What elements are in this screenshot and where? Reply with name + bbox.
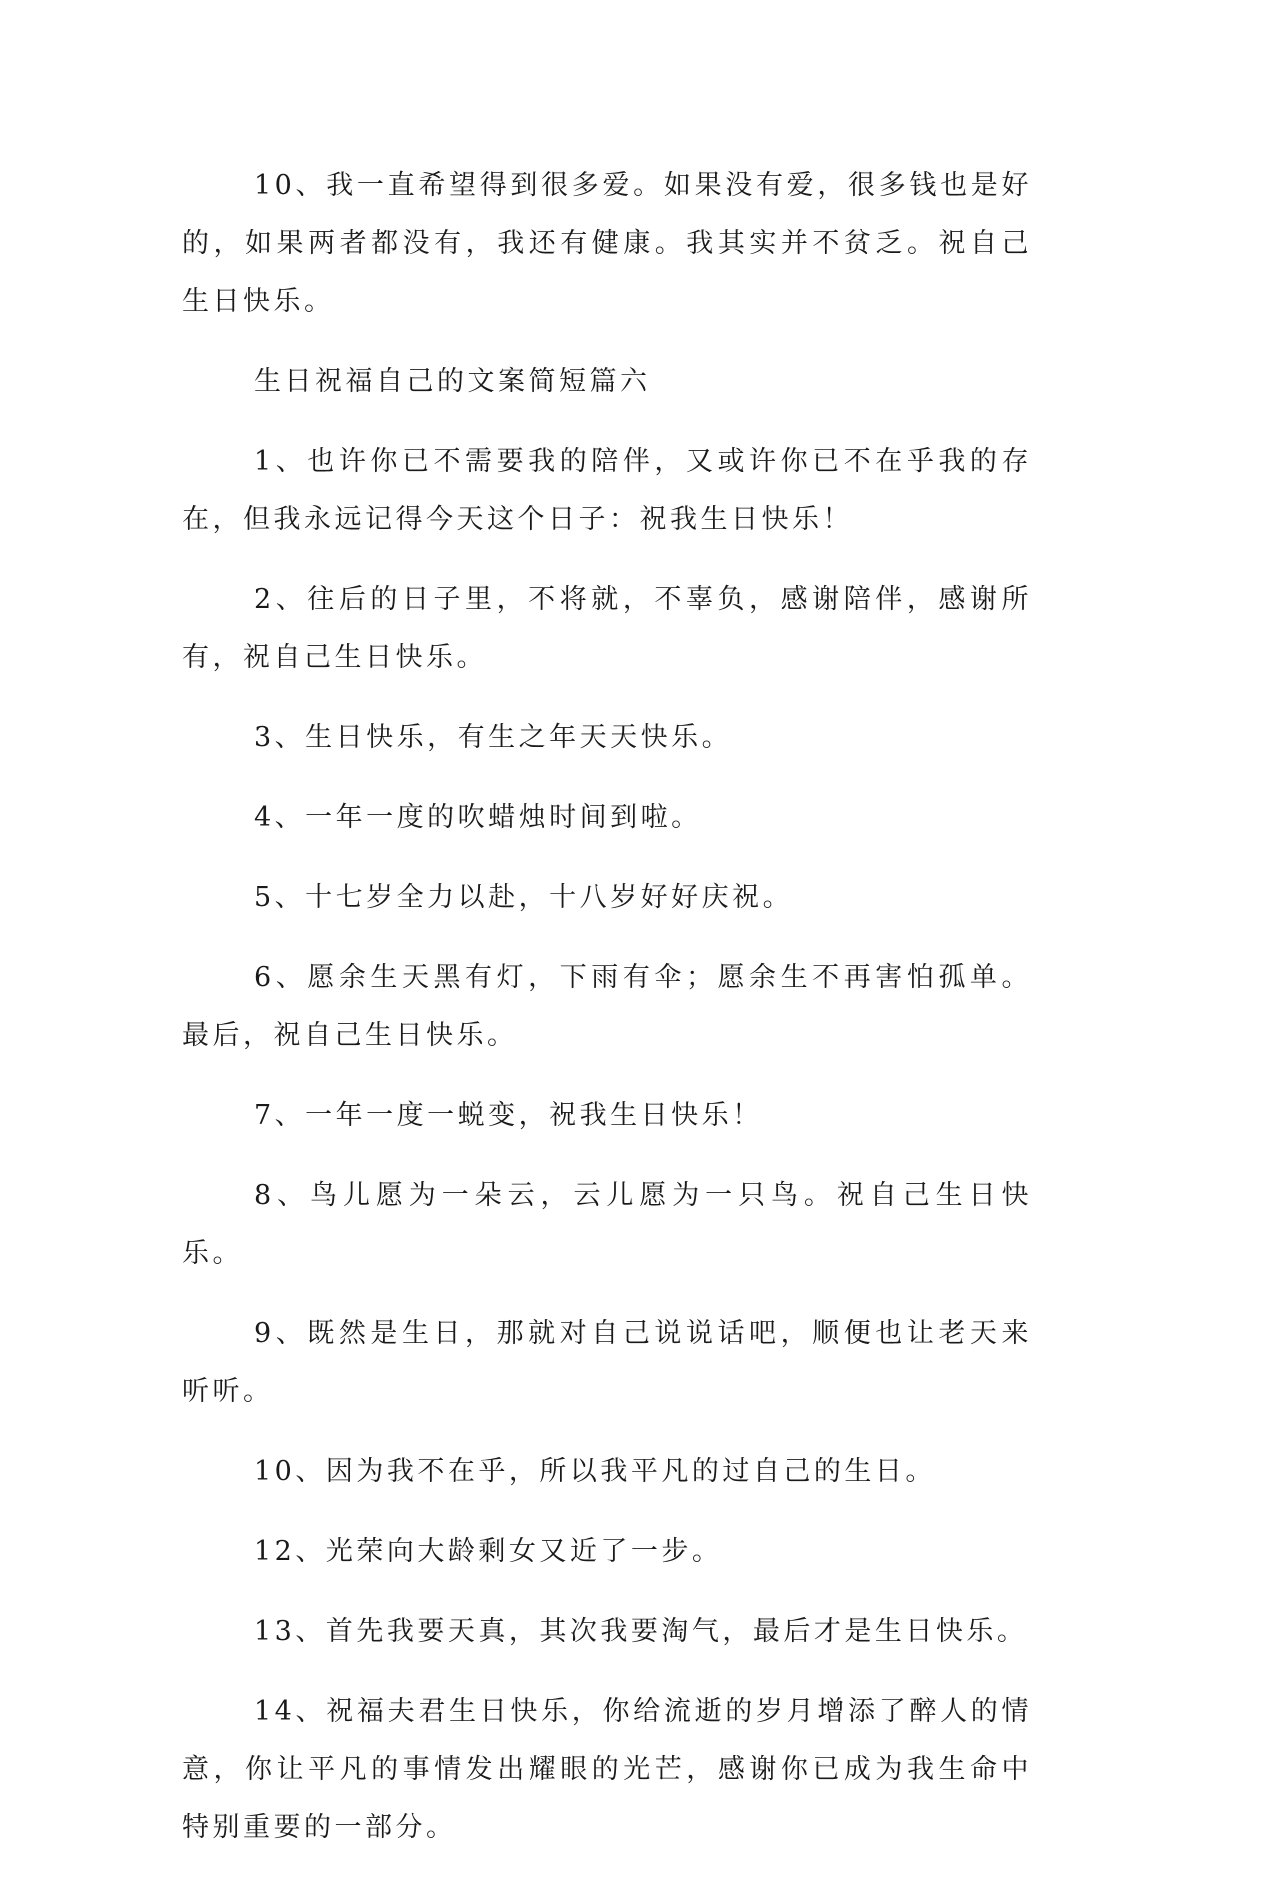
paragraph-wish-8: 8、鸟儿愿为一朵云，云儿愿为一只鸟。祝自己生日快乐。: [182, 1180, 1032, 1269]
paragraph-wish-1: 1、也许你已不需要我的陪伴，又或许你已不在乎我的存在，但我永远记得今天这个日子：祝我生日快乐！: [182, 446, 1032, 535]
document-body: [182, 157, 1032, 1879]
paragraph-wish-5: 5、十七岁全力以赴，十八岁好好庆祝。: [254, 882, 794, 913]
paragraph-wish-12: 12、光荣向大龄剩女又近了一步。: [254, 1536, 723, 1567]
paragraph-wish-6: 6、愿余生天黑有灯，下雨有伞；愿余生不再害怕孤单。最后，祝自己生日快乐。: [182, 962, 1032, 1051]
paragraph-wish-2: 2、往后的日子里，不将就，不辜负，感谢陪伴，感谢所有，祝自己生日快乐。: [182, 584, 1032, 673]
paragraph-wish-4: 4、一年一度的吹蜡烛时间到啦。: [254, 802, 702, 833]
section-heading: 生日祝福自己的文案简短篇六: [254, 366, 651, 397]
paragraph-wish-10: 10、我一直希望得到很多爱。如果没有爱，很多钱也是好的，如果两者都没有，我还有健康。我其实并不贫乏。祝自己生日快乐。: [182, 170, 1032, 317]
paragraph-wish-9: 9、既然是生日，那就对自己说说话吧，顺便也让老天来听听。: [182, 1318, 1032, 1407]
paragraph-wish-3: 3、生日快乐，有生之年天天快乐。: [254, 722, 733, 753]
paragraph-wish-13: 13、首先我要天真，其次我要淘气，最后才是生日快乐。: [254, 1616, 1028, 1647]
paragraph-wish-10b: 10、因为我不在乎，所以我平凡的过自己的生日。: [254, 1456, 936, 1487]
paragraph-wish-7: 7、一年一度一蜕变，祝我生日快乐！: [254, 1100, 763, 1131]
paragraph-wish-14: 14、祝福夫君生日快乐，你给流逝的岁月增添了醉人的情意，你让平凡的事情发出耀眼的光芒，感谢你已成为我生命中特别重要的一部分。: [182, 1696, 1032, 1843]
